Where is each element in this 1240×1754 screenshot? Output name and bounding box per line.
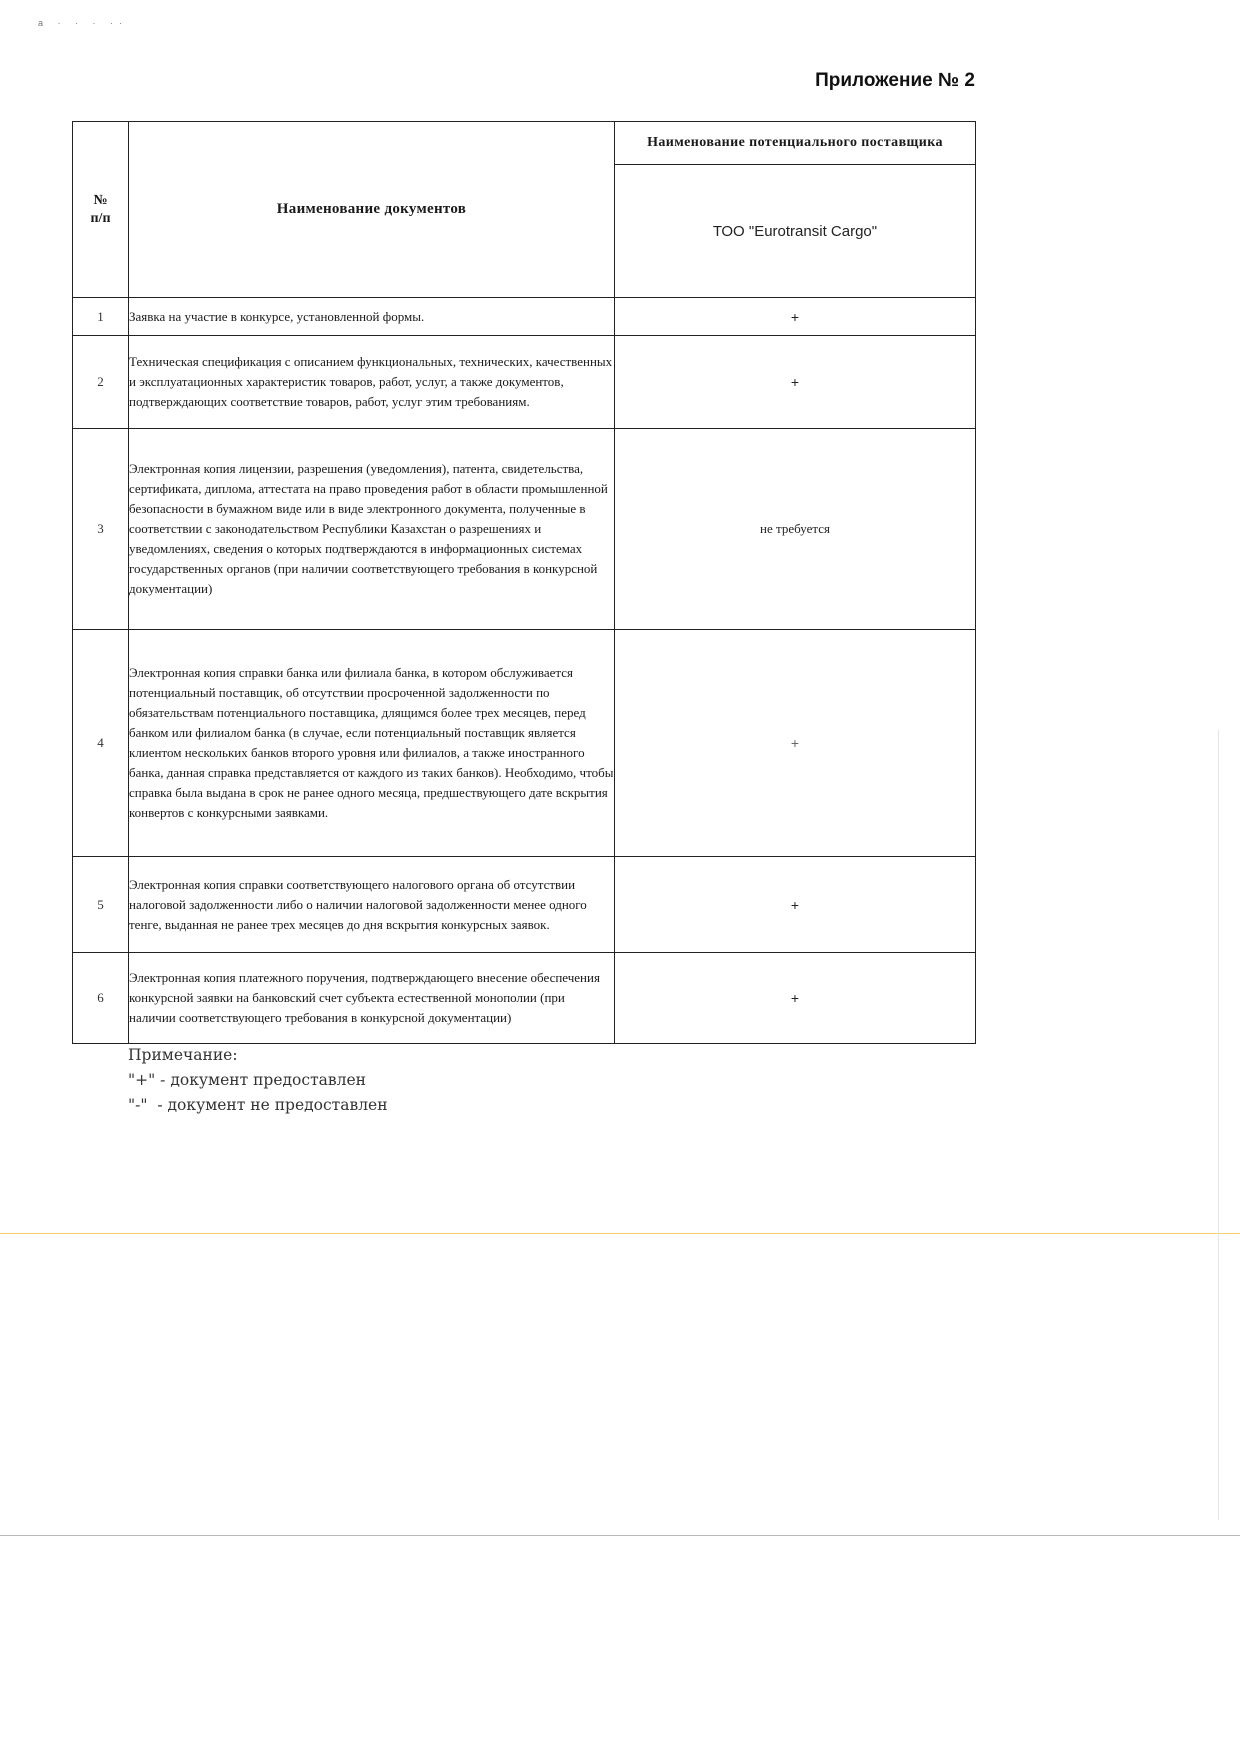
row-document: Заявка на участие в конкурсе, установленной формы. xyxy=(129,298,615,336)
row-document: Электронная копия справки соответствующего налогового органа об отсутствии налоговой задолженности либо о наличии налоговой задолженности менее одного тенге, выданная не ранее трех месяцев до дня вскрытия конкурсных заявок. xyxy=(129,857,615,953)
scan-edge xyxy=(1218,730,1219,1520)
row-mark: + xyxy=(615,630,976,857)
scan-marks: a · · · ·· xyxy=(38,18,128,28)
row-number: 4 xyxy=(73,630,129,857)
header-number xyxy=(73,122,129,298)
header-number-symbol: № xyxy=(93,192,108,208)
row-mark: + xyxy=(615,857,976,953)
row-number: 2 xyxy=(73,336,129,429)
notes-title: Примечание: xyxy=(128,1046,238,1064)
table-row xyxy=(73,857,976,953)
notes xyxy=(128,1043,388,1118)
table-row xyxy=(73,336,976,429)
header-number-sub: п/п xyxy=(90,210,111,226)
row-number: 3 xyxy=(73,429,129,630)
table-row xyxy=(73,298,976,336)
documents-table xyxy=(72,121,976,1044)
table-row xyxy=(73,429,976,630)
note-minus: "-" - документ не предоставлен xyxy=(128,1096,388,1114)
row-document: Электронная копия платежного поручения, подтверждающего внесение обеспечения конкурсной заявки на банковский счет субъекта естественной монополии (при наличии соответствующего требования в конкурсной документации) xyxy=(129,953,615,1044)
row-mark: не требуется xyxy=(615,429,976,630)
table-row xyxy=(73,630,976,857)
row-mark: + xyxy=(615,298,976,336)
row-mark: + xyxy=(615,953,976,1044)
row-document: Электронная копия справки банка или филиала банка, в котором обслуживается потенциальный поставщик, об отсутствии просроченной задолженности по обязательствам потенциального поставщика, длящимся более трех месяцев, перед банком или филиалом банка (в случае, если потенциальный поставщик является клиентом нескольких банков второго уровня или филиалов, а также иностранного банка, данная справка представляется от каждого из таких банков). Необходимо, чтобы справка была выдана в срок не ранее одного месяца, предшествующего дате вскрытия конвертов с конкурсными заявками. xyxy=(129,630,615,857)
row-number: 5 xyxy=(73,857,129,953)
row-document: Электронная копия лицензии, разрешения (уведомления), патента, свидетельства, сертификата, диплома, аттестата на право проведения работ в области промышленной безопасности в бумажном виде или в виде электронного документа, полученные в соответствии с законодательством Республики Казахстан о разрешениях и уведомлениях, сведения о которых подтверждаются в информационных системах государственных органов (при наличии соответствующего требования в конкурсной документации) xyxy=(129,429,615,630)
appendix-title: Приложение № 2 xyxy=(815,70,975,91)
header-documents: Наименование документов xyxy=(129,122,615,298)
row-number: 6 xyxy=(73,953,129,1044)
scan-line-yellow xyxy=(0,1233,1240,1234)
note-plus: "+" - документ предоставлен xyxy=(128,1071,366,1089)
table-row xyxy=(73,953,976,1044)
row-mark: + xyxy=(615,336,976,429)
row-number: 1 xyxy=(73,298,129,336)
row-document: Техническая спецификация с описанием функциональных, технических, качественных и эксплуатационных характеристик товаров, работ, услуг, а также документов, подтверждающих соответствие товаров, работ, услуг этим требованиям. xyxy=(129,336,615,429)
scan-line-grey xyxy=(0,1535,1240,1536)
header-supplier-group: Наименование потенциального поставщика xyxy=(615,122,976,165)
supplier-name: ТОО "Eurotransit Cargo" xyxy=(615,165,976,298)
table-header-row xyxy=(73,122,976,165)
